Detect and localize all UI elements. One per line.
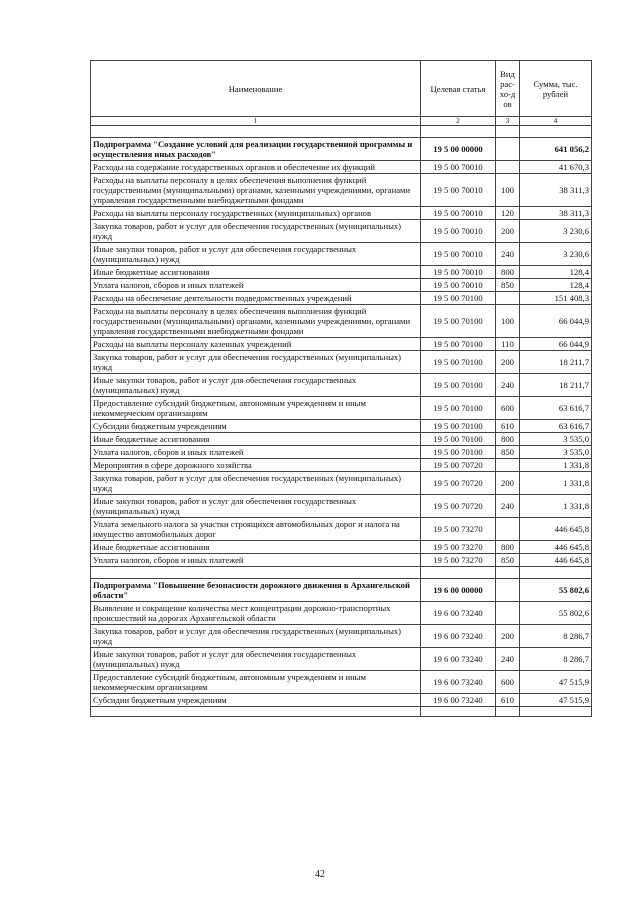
budget-table (90, 60, 592, 717)
row-code: 19 5 00 70100 (421, 446, 496, 459)
row-name: Выявление и сокращение количества мест концентрации дорожно-транспортных происшествий на дорогах Архангельской области (91, 602, 421, 625)
row-code: 19 5 00 70100 (421, 305, 496, 338)
row-type: 610 (496, 694, 520, 707)
row-code: 19 6 00 73240 (421, 648, 496, 671)
row-type (496, 138, 520, 161)
row-name: Подпрограмма "Повышение безопасности дорожного движения в Архангельской области" (91, 579, 421, 602)
row-sum: 128,4 (520, 279, 592, 292)
row-name: Иные закупки товаров, работ и услуг для обеспечения государственных (муниципальных) нужд (91, 495, 421, 518)
row-code: 19 5 00 70100 (421, 374, 496, 397)
row-name: Уплата налогов, сборов и иных платежей (91, 554, 421, 567)
row-type: 240 (496, 243, 520, 266)
row-sum: 3 230,6 (520, 220, 592, 243)
row-sum: 63 616,7 (520, 397, 592, 420)
row-sum: 151 408,3 (520, 292, 592, 305)
header-type: Вид рас-хо-дов (496, 61, 520, 117)
row-name: Иные бюджетные ассигнования (91, 266, 421, 279)
table-row (91, 243, 592, 266)
table-row (91, 420, 592, 433)
row-code: 19 5 00 70720 (421, 472, 496, 495)
row-sum: 446 645,8 (520, 541, 592, 554)
table-row (91, 338, 592, 351)
row-name: Уплата налогов, сборов и иных платежей (91, 446, 421, 459)
table-row (91, 554, 592, 567)
table-row (91, 351, 592, 374)
table-row (91, 433, 592, 446)
row-code: 19 5 00 00000 (421, 138, 496, 161)
table-row (91, 174, 592, 207)
row-name: Подпрограмма "Создание условий для реализации государственной программы и осуществления иных расходов" (91, 138, 421, 161)
row-sum: 446 645,8 (520, 518, 592, 541)
row-sum: 1 331,8 (520, 459, 592, 472)
table-row (91, 648, 592, 671)
row-sum: 55 802,6 (520, 579, 592, 602)
row-sum: 38 311,3 (520, 174, 592, 207)
row-sum: 18 211,7 (520, 374, 592, 397)
row-type (496, 518, 520, 541)
row-code: 19 5 00 70010 (421, 161, 496, 174)
row-name: Расходы на выплаты персоналу в целях обеспечения выполнения функций государственными (муниципальными) органами, казенными учреждениями, органами управления государственными внебюджетными фондами (91, 305, 421, 338)
row-name: Иные закупки товаров, работ и услуг для обеспечения государственных (муниципальных) нужд (91, 243, 421, 266)
row-sum: 41 670,3 (520, 161, 592, 174)
row-sum: 55 802,6 (520, 602, 592, 625)
row-name: Закупка товаров, работ и услуг для обеспечения государственных (муниципальных) нужд (91, 625, 421, 648)
table-row (91, 671, 592, 694)
table-row (91, 495, 592, 518)
row-sum: 47 515,9 (520, 671, 592, 694)
row-name: Уплата земельного налога за участки строящихся автомобильных дорог и налога на имущество автомобильных дорог (91, 518, 421, 541)
row-type: 200 (496, 220, 520, 243)
table-row (91, 266, 592, 279)
row-name: Расходы на выплаты персоналу в целях обеспечения выполнения функций государственными (муниципальными) органами, казенными учреждениями, органами управления государственными внебюджетными фондами (91, 174, 421, 207)
row-name: Субсидии бюджетным учреждениям (91, 694, 421, 707)
row-sum: 8 286,7 (520, 625, 592, 648)
table-row (91, 459, 592, 472)
row-name: Иные закупки товаров, работ и услуг для обеспечения государственных (муниципальных) нужд (91, 648, 421, 671)
column-number: 4 (520, 117, 592, 126)
row-type: 110 (496, 338, 520, 351)
row-code: 19 5 00 70010 (421, 279, 496, 292)
row-type: 800 (496, 541, 520, 554)
table-row (91, 161, 592, 174)
row-sum: 3 535,0 (520, 433, 592, 446)
spacer-row (91, 707, 592, 717)
row-type: 120 (496, 207, 520, 220)
row-name: Расходы на содержание государственных органов и обеспечение их функций (91, 161, 421, 174)
row-code: 19 6 00 73240 (421, 671, 496, 694)
row-type (496, 292, 520, 305)
table-row (91, 279, 592, 292)
row-type: 600 (496, 397, 520, 420)
column-number: 3 (496, 117, 520, 126)
row-name: Уплата налогов, сборов и иных платежей (91, 279, 421, 292)
row-code: 19 5 00 70100 (421, 420, 496, 433)
row-type: 850 (496, 554, 520, 567)
row-type: 240 (496, 374, 520, 397)
row-code: 19 5 00 73270 (421, 518, 496, 541)
row-code: 19 5 00 70010 (421, 243, 496, 266)
row-name: Иные бюджетные ассигнования (91, 541, 421, 554)
row-sum: 1 331,8 (520, 495, 592, 518)
row-name: Иные закупки товаров, работ и услуг для обеспечения государственных (муниципальных) нужд (91, 374, 421, 397)
row-type: 800 (496, 266, 520, 279)
header-sum: Сумма, тыс. рублей (520, 61, 592, 117)
row-sum: 63 616,7 (520, 420, 592, 433)
table-row (91, 625, 592, 648)
row-name: Расходы на выплаты персоналу казенных учреждений (91, 338, 421, 351)
table-row (91, 541, 592, 554)
row-code: 19 5 00 70010 (421, 174, 496, 207)
row-sum: 66 044,9 (520, 305, 592, 338)
header-name: Наименование (91, 61, 421, 117)
row-sum: 8 286,7 (520, 648, 592, 671)
table-row (91, 292, 592, 305)
spacer-row (91, 126, 592, 138)
row-sum: 38 311,3 (520, 207, 592, 220)
row-type: 100 (496, 305, 520, 338)
header-code: Целевая статья (421, 61, 496, 117)
row-name: Предоставление субсидий бюджетным, автономным учреждениям и иным некоммерческим организациям (91, 397, 421, 420)
row-code: 19 5 00 70100 (421, 338, 496, 351)
row-type (496, 459, 520, 472)
row-code: 19 5 00 73270 (421, 541, 496, 554)
row-name: Предоставление субсидий бюджетным, автономным учреждениям и иным некоммерческим организациям (91, 671, 421, 694)
row-sum: 66 044,9 (520, 338, 592, 351)
row-code: 19 5 00 70010 (421, 266, 496, 279)
table-row (91, 207, 592, 220)
row-sum: 1 331,8 (520, 472, 592, 495)
table-row (91, 374, 592, 397)
table-row (91, 579, 592, 602)
column-number-row (91, 117, 592, 126)
row-sum: 47 515,9 (520, 694, 592, 707)
row-code: 19 5 00 70100 (421, 433, 496, 446)
column-number: 1 (91, 117, 421, 126)
row-name: Субсидии бюджетным учреждениям (91, 420, 421, 433)
row-code: 19 5 00 70010 (421, 207, 496, 220)
row-type (496, 602, 520, 625)
row-type: 850 (496, 446, 520, 459)
row-code: 19 5 00 70100 (421, 292, 496, 305)
row-code: 19 6 00 73240 (421, 694, 496, 707)
column-number: 2 (421, 117, 496, 126)
row-code: 19 5 00 70720 (421, 459, 496, 472)
row-type: 850 (496, 279, 520, 292)
row-sum: 446 645,8 (520, 554, 592, 567)
row-name: Закупка товаров, работ и услуг для обеспечения государственных (муниципальных) нужд (91, 472, 421, 495)
row-type: 600 (496, 671, 520, 694)
spacer-row (91, 567, 592, 579)
table-row (91, 472, 592, 495)
row-code: 19 5 00 70100 (421, 397, 496, 420)
row-name: Мероприятия в сфере дорожного хозяйства (91, 459, 421, 472)
row-code: 19 5 00 70010 (421, 220, 496, 243)
row-sum: 18 211,7 (520, 351, 592, 374)
table-row (91, 220, 592, 243)
row-sum: 641 056,2 (520, 138, 592, 161)
row-type: 200 (496, 472, 520, 495)
table-row (91, 602, 592, 625)
table-row (91, 446, 592, 459)
row-type: 610 (496, 420, 520, 433)
row-code: 19 6 00 00000 (421, 579, 496, 602)
row-code: 19 6 00 73240 (421, 625, 496, 648)
row-type: 800 (496, 433, 520, 446)
row-type: 240 (496, 495, 520, 518)
table-row (91, 305, 592, 338)
row-code: 19 5 00 73270 (421, 554, 496, 567)
row-name: Закупка товаров, работ и услуг для обеспечения государственных (муниципальных) нужд (91, 351, 421, 374)
row-type: 240 (496, 648, 520, 671)
row-sum: 3 230,6 (520, 243, 592, 266)
row-type (496, 579, 520, 602)
table-row (91, 138, 592, 161)
row-code: 19 5 00 70720 (421, 495, 496, 518)
row-type: 100 (496, 174, 520, 207)
row-code: 19 5 00 70100 (421, 351, 496, 374)
row-sum: 128,4 (520, 266, 592, 279)
row-name: Закупка товаров, работ и услуг для обеспечения государственных (муниципальных) нужд (91, 220, 421, 243)
page-number: 42 (315, 869, 325, 880)
header-row (91, 61, 592, 117)
row-type: 200 (496, 625, 520, 648)
row-type: 200 (496, 351, 520, 374)
row-sum: 3 535,0 (520, 446, 592, 459)
row-name: Расходы на обеспечение деятельности подведомственных учреждений (91, 292, 421, 305)
row-name: Расходы на выплаты персоналу государственных (муниципальных) органов (91, 207, 421, 220)
row-code: 19 6 00 73240 (421, 602, 496, 625)
row-name: Иные бюджетные ассигнования (91, 433, 421, 446)
table-row (91, 518, 592, 541)
row-type (496, 161, 520, 174)
table-row (91, 397, 592, 420)
table-row (91, 694, 592, 707)
